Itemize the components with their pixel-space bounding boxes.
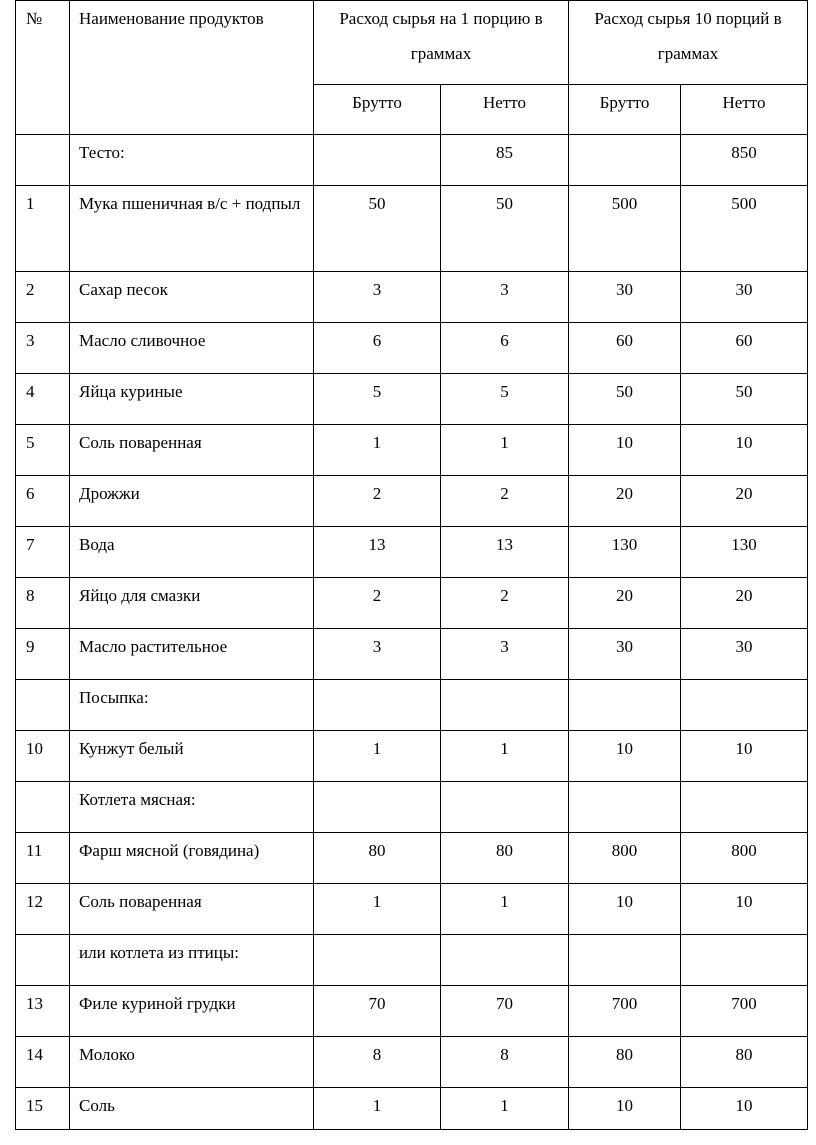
table-row [16,731,808,782]
product-name: Филе куриной грудки [70,986,314,1037]
netto-10-portions: 20 [681,578,808,629]
row-number [16,680,70,731]
netto-10-portions: 60 [681,323,808,374]
brutto-1-portion: 70 [314,986,441,1037]
brutto-10-portions: 10 [569,425,681,476]
product-name: Соль [70,1088,314,1130]
table-row [16,629,808,680]
brutto-10-portions: 50 [569,374,681,425]
brutto-1-portion [314,782,441,833]
table-row [16,782,808,833]
row-number: 10 [16,731,70,782]
table-row [16,680,808,731]
table-row [16,323,808,374]
brutto-10-portions: 30 [569,629,681,680]
product-name: Вода [70,527,314,578]
netto-10-portions: 10 [681,1088,808,1130]
brutto-1-portion: 1 [314,425,441,476]
brutto-10-portions: 10 [569,884,681,935]
product-name: Масло сливочное [70,323,314,374]
brutto-1-portion: 2 [314,476,441,527]
product-name: Мука пшеничная в/с + подпыл [70,186,314,272]
header-per-portion: Расход сырья на 1 порцию в граммах [314,1,569,85]
product-name: Соль поваренная [70,884,314,935]
product-name: Кунжут белый [70,731,314,782]
product-name: Фарш мясной (говядина) [70,833,314,884]
row-number: 14 [16,1037,70,1088]
brutto-10-portions: 60 [569,323,681,374]
netto-10-portions: 700 [681,986,808,1037]
brutto-1-portion [314,135,441,186]
brutto-10-portions: 130 [569,527,681,578]
brutto-1-portion: 1 [314,1088,441,1130]
header-number: № [16,1,70,135]
brutto-1-portion: 1 [314,884,441,935]
netto-10-portions: 20 [681,476,808,527]
netto-1-portion: 1 [441,731,569,782]
netto-10-portions: 500 [681,186,808,272]
brutto-10-portions [569,935,681,986]
netto-1-portion: 1 [441,425,569,476]
table-row [16,135,808,186]
header-brutto-1: Брутто [314,85,441,135]
brutto-1-portion [314,680,441,731]
table-row [16,527,808,578]
product-name: Яйца куриные [70,374,314,425]
product-name: Соль поваренная [70,425,314,476]
brutto-1-portion: 3 [314,272,441,323]
brutto-10-portions [569,135,681,186]
row-number: 4 [16,374,70,425]
netto-10-portions: 800 [681,833,808,884]
brutto-1-portion: 5 [314,374,441,425]
table-row [16,186,808,272]
row-number [16,935,70,986]
header-netto-1: Нетто [441,85,569,135]
row-number: 8 [16,578,70,629]
brutto-1-portion [314,935,441,986]
recipe-table [15,0,808,1130]
table-row [16,374,808,425]
netto-1-portion: 1 [441,1088,569,1130]
netto-10-portions: 80 [681,1037,808,1088]
brutto-10-portions: 20 [569,476,681,527]
row-number [16,782,70,833]
table-row [16,884,808,935]
header-netto-10: Нетто [681,85,808,135]
netto-1-portion [441,680,569,731]
netto-10-portions [681,935,808,986]
brutto-1-portion: 6 [314,323,441,374]
product-name: Сахар песок [70,272,314,323]
netto-1-portion: 6 [441,323,569,374]
brutto-1-portion: 8 [314,1037,441,1088]
netto-1-portion: 85 [441,135,569,186]
brutto-1-portion: 13 [314,527,441,578]
brutto-10-portions: 10 [569,1088,681,1130]
netto-10-portions [681,782,808,833]
row-number: 1 [16,186,70,272]
brutto-1-portion: 50 [314,186,441,272]
row-number: 12 [16,884,70,935]
brutto-10-portions: 10 [569,731,681,782]
table-row [16,986,808,1037]
product-name: Тесто: [70,135,314,186]
netto-10-portions: 10 [681,884,808,935]
table-row [16,425,808,476]
netto-1-portion: 50 [441,186,569,272]
product-name: Молоко [70,1037,314,1088]
table-row [16,578,808,629]
brutto-10-portions [569,782,681,833]
table-row [16,476,808,527]
product-name: Масло растительное [70,629,314,680]
brutto-10-portions: 700 [569,986,681,1037]
netto-1-portion [441,782,569,833]
row-number: 15 [16,1088,70,1130]
netto-10-portions: 850 [681,135,808,186]
netto-10-portions [681,680,808,731]
netto-1-portion: 3 [441,272,569,323]
row-number: 13 [16,986,70,1037]
netto-10-portions: 10 [681,425,808,476]
netto-1-portion [441,935,569,986]
netto-10-portions: 50 [681,374,808,425]
brutto-10-portions: 30 [569,272,681,323]
brutto-10-portions: 80 [569,1037,681,1088]
netto-10-portions: 30 [681,272,808,323]
product-name: Дрожжи [70,476,314,527]
row-number: 6 [16,476,70,527]
brutto-1-portion: 80 [314,833,441,884]
row-number: 11 [16,833,70,884]
brutto-10-portions: 500 [569,186,681,272]
table-row [16,935,808,986]
header-product-name: Наименование продуктов [70,1,314,135]
brutto-10-portions: 800 [569,833,681,884]
netto-1-portion: 13 [441,527,569,578]
netto-1-portion: 1 [441,884,569,935]
row-number: 9 [16,629,70,680]
brutto-10-portions [569,680,681,731]
netto-10-portions: 130 [681,527,808,578]
row-number: 5 [16,425,70,476]
table-row [16,1088,808,1130]
netto-1-portion: 3 [441,629,569,680]
row-number: 3 [16,323,70,374]
netto-1-portion: 2 [441,578,569,629]
header-per-10-portions: Расход сырья 10 порций в граммах [569,1,808,85]
table-row [16,272,808,323]
header-brutto-10: Брутто [569,85,681,135]
row-number [16,135,70,186]
netto-10-portions: 10 [681,731,808,782]
product-name: Котлета мясная: [70,782,314,833]
netto-1-portion: 5 [441,374,569,425]
netto-1-portion: 70 [441,986,569,1037]
product-name: Яйцо для смазки [70,578,314,629]
row-number: 7 [16,527,70,578]
product-name: Посыпка: [70,680,314,731]
brutto-1-portion: 2 [314,578,441,629]
netto-10-portions: 30 [681,629,808,680]
brutto-1-portion: 3 [314,629,441,680]
netto-1-portion: 80 [441,833,569,884]
netto-1-portion: 2 [441,476,569,527]
table-row [16,1037,808,1088]
table-row [16,833,808,884]
netto-1-portion: 8 [441,1037,569,1088]
row-number: 2 [16,272,70,323]
product-name: или котлета из птицы: [70,935,314,986]
brutto-1-portion: 1 [314,731,441,782]
brutto-10-portions: 20 [569,578,681,629]
